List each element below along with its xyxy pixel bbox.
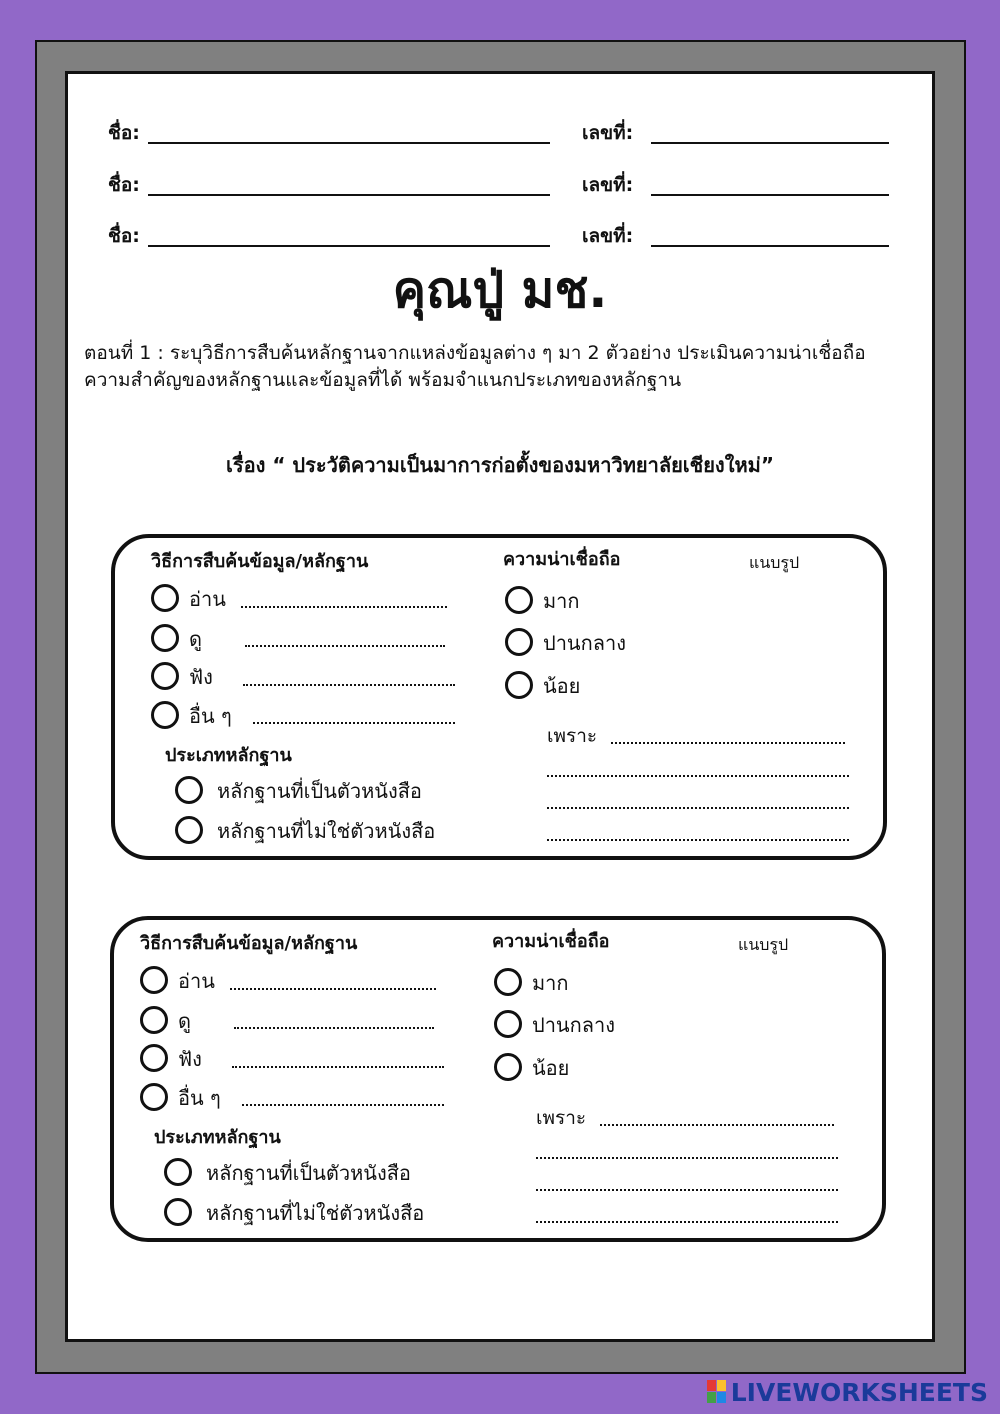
radio-circle[interactable] bbox=[505, 586, 533, 614]
student-row-1 bbox=[108, 113, 898, 153]
number-input-3[interactable] bbox=[651, 245, 889, 247]
option-label: อื่น ๆ bbox=[189, 704, 232, 728]
evidence-card-2 bbox=[110, 916, 886, 1242]
reliability-heading: ความน่าเชื่อถือ bbox=[492, 931, 610, 952]
option-label: ดู bbox=[178, 1009, 191, 1033]
option-label: หลักฐานที่เป็นตัวหนังสือ bbox=[206, 1161, 411, 1185]
methods-heading: วิธีการสืบค้นข้อมูล/หลักฐาน bbox=[140, 933, 358, 954]
option-label: ปานกลาง bbox=[543, 631, 626, 655]
name-label: ชื่อ: bbox=[108, 174, 140, 196]
evidence-type-heading: ประเภทหลักฐาน bbox=[165, 745, 292, 766]
reason-line-1[interactable] bbox=[611, 742, 845, 744]
option-label: น้อย bbox=[532, 1056, 570, 1080]
reason-line-2[interactable] bbox=[536, 1157, 838, 1159]
option-label: ปานกลาง bbox=[532, 1013, 615, 1037]
radio-circle[interactable] bbox=[140, 1044, 168, 1072]
answer-dots[interactable] bbox=[243, 684, 455, 686]
instruction-text: ตอนที่ 1 : ระบุวิธีการสืบค้นหลักฐานจากแหล่งข้อมูลต่าง ๆ มา 2 ตัวอย่าง ประเมินความน่าเชื่อถือ ความสำคัญของหลักฐานและข้อมูลที่ได้ พร้อมจำแนกประเภทของหลักฐาน bbox=[84, 342, 866, 391]
reason-line-4[interactable] bbox=[536, 1221, 838, 1223]
option-label: อ่าน bbox=[178, 969, 215, 993]
radio-circle[interactable] bbox=[140, 966, 168, 994]
option-label: มาก bbox=[543, 589, 580, 613]
option-label: ดู bbox=[189, 627, 202, 651]
subject-heading: เรื่อง “ ประวัติความเป็นมาการก่อตั้งของมหาวิทยาลัยเชียงใหม่” bbox=[226, 453, 774, 477]
radio-circle[interactable] bbox=[505, 628, 533, 656]
reason-line-2[interactable] bbox=[547, 775, 849, 777]
student-row-2 bbox=[108, 165, 898, 205]
worksheet-title: คุณปู่ มช. bbox=[392, 261, 608, 319]
answer-dots[interactable] bbox=[253, 722, 455, 724]
radio-circle[interactable] bbox=[494, 1010, 522, 1038]
reason-line-1[interactable] bbox=[600, 1124, 834, 1126]
evidence-type-heading: ประเภทหลักฐาน bbox=[154, 1127, 281, 1148]
option-label: หลักฐานที่ไม่ใช่ตัวหนังสือ bbox=[206, 1201, 425, 1225]
attach-image-label[interactable]: แนบรูป bbox=[738, 935, 789, 954]
radio-circle[interactable] bbox=[164, 1158, 192, 1186]
option-label: อ่าน bbox=[189, 587, 226, 611]
radio-circle[interactable] bbox=[505, 671, 533, 699]
attach-image-label[interactable]: แนบรูป bbox=[749, 553, 800, 572]
name-label: ชื่อ: bbox=[108, 122, 140, 144]
liveworksheets-brand bbox=[707, 1376, 988, 1408]
because-label: เพราะ bbox=[547, 725, 598, 747]
number-label: เลขที่: bbox=[582, 174, 634, 196]
option-label: ฟัง bbox=[178, 1047, 202, 1071]
answer-dots[interactable] bbox=[232, 1066, 444, 1068]
option-label: หลักฐานที่ไม่ใช่ตัวหนังสือ bbox=[217, 819, 436, 843]
number-label: เลขที่: bbox=[582, 122, 634, 144]
radio-circle[interactable] bbox=[175, 776, 203, 804]
methods-heading: วิธีการสืบค้นข้อมูล/หลักฐาน bbox=[151, 551, 369, 572]
name-label: ชื่อ: bbox=[108, 225, 140, 247]
radio-circle[interactable] bbox=[494, 1053, 522, 1081]
answer-dots[interactable] bbox=[230, 988, 436, 990]
radio-circle[interactable] bbox=[151, 624, 179, 652]
radio-circle[interactable] bbox=[140, 1083, 168, 1111]
answer-dots[interactable] bbox=[245, 645, 445, 647]
because-label: เพราะ bbox=[536, 1107, 587, 1129]
number-input-2[interactable] bbox=[651, 194, 889, 196]
reason-line-3[interactable] bbox=[536, 1189, 838, 1191]
name-input-3[interactable] bbox=[148, 245, 550, 247]
answer-dots[interactable] bbox=[242, 1104, 444, 1106]
option-label: มาก bbox=[532, 971, 569, 995]
answer-dots[interactable] bbox=[234, 1027, 434, 1029]
option-label: น้อย bbox=[543, 674, 581, 698]
number-input-1[interactable] bbox=[651, 142, 889, 144]
option-label: ฟัง bbox=[189, 665, 213, 689]
radio-circle[interactable] bbox=[151, 584, 179, 612]
name-input-2[interactable] bbox=[148, 194, 550, 196]
option-label: หลักฐานที่เป็นตัวหนังสือ bbox=[217, 779, 422, 803]
name-input-1[interactable] bbox=[148, 142, 550, 144]
answer-dots[interactable] bbox=[241, 606, 447, 608]
reliability-heading: ความน่าเชื่อถือ bbox=[503, 549, 621, 570]
liveworksheets-logo-icon bbox=[707, 1380, 727, 1404]
brand-text: LIVEWORKSHEETS bbox=[730, 1377, 988, 1407]
radio-circle[interactable] bbox=[140, 1006, 168, 1034]
number-label: เลขที่: bbox=[582, 225, 634, 247]
student-row-3 bbox=[108, 216, 898, 256]
radio-circle[interactable] bbox=[175, 816, 203, 844]
radio-circle[interactable] bbox=[151, 701, 179, 729]
radio-circle[interactable] bbox=[164, 1198, 192, 1226]
radio-circle[interactable] bbox=[151, 662, 179, 690]
radio-circle[interactable] bbox=[494, 968, 522, 996]
reason-line-3[interactable] bbox=[547, 807, 849, 809]
evidence-card-1 bbox=[111, 534, 887, 860]
option-label: อื่น ๆ bbox=[178, 1086, 221, 1110]
reason-line-4[interactable] bbox=[547, 839, 849, 841]
